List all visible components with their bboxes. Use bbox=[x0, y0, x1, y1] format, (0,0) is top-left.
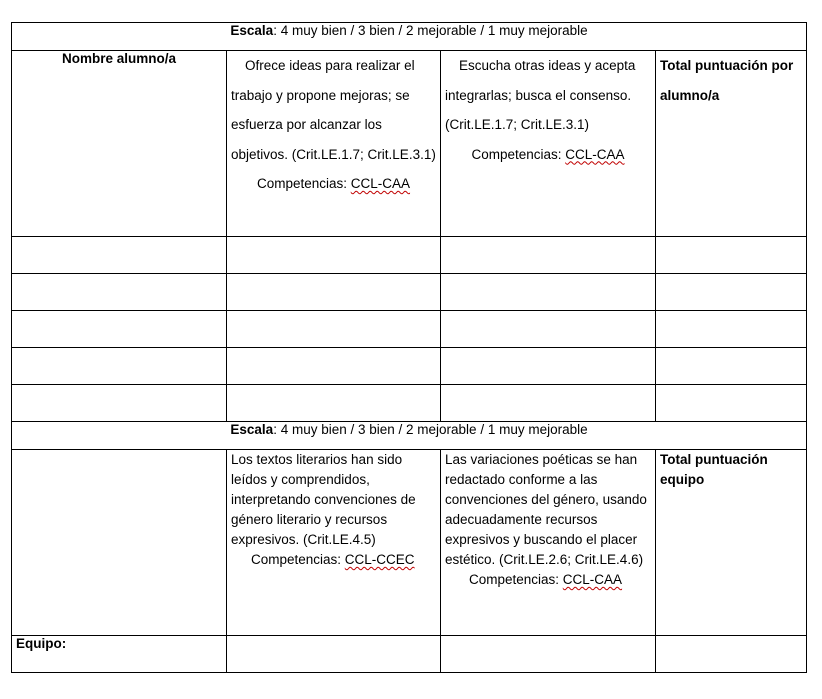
header-row-2 bbox=[12, 450, 807, 636]
student-name-cell[interactable] bbox=[12, 274, 227, 311]
competency-code: CCL-CAA bbox=[562, 572, 623, 587]
total-cell[interactable] bbox=[656, 274, 807, 311]
total-cell[interactable] bbox=[656, 237, 807, 274]
team-score-cell[interactable] bbox=[441, 636, 656, 673]
competency-code: CCL-CAA bbox=[350, 176, 411, 191]
student-name-cell[interactable] bbox=[12, 348, 227, 385]
rubric-table bbox=[11, 22, 807, 673]
scale-cell bbox=[12, 23, 807, 51]
student-row bbox=[12, 385, 807, 422]
team-row bbox=[12, 636, 807, 673]
student-name-cell[interactable] bbox=[12, 237, 227, 274]
total-cell[interactable] bbox=[656, 348, 807, 385]
score-cell[interactable] bbox=[227, 237, 441, 274]
student-row bbox=[12, 348, 807, 385]
team-criterion-2-competencies: Competencias: CCL-CAA bbox=[469, 572, 623, 587]
criterion-1-text: Ofrece ideas para realizar el trabajo y propone mejoras; se esfuerza por alcanzar los objetivos. (Crit.LE.1.7; Crit.LE.3.1) bbox=[231, 58, 436, 162]
team-total-cell[interactable] bbox=[656, 636, 807, 673]
scale-text: : 4 muy bien / 3 bien / 2 mejorable / 1 muy mejorable bbox=[273, 422, 588, 437]
score-cell[interactable] bbox=[441, 274, 656, 311]
competency-code: CCL-CCEC bbox=[344, 552, 415, 567]
empty-header-cell bbox=[12, 450, 227, 636]
score-cell[interactable] bbox=[441, 311, 656, 348]
student-row bbox=[12, 274, 807, 311]
scale-label: Escala bbox=[230, 23, 274, 38]
scale-text: : 4 muy bien / 3 bien / 2 mejorable / 1 muy mejorable bbox=[273, 23, 588, 38]
score-cell[interactable] bbox=[227, 385, 441, 422]
student-name-cell[interactable] bbox=[12, 311, 227, 348]
score-cell[interactable] bbox=[441, 237, 656, 274]
total-team-header: Total puntuación equipo bbox=[656, 450, 807, 636]
criterion-2-text: Escucha otras ideas y acepta integrarlas; busca el consenso. (Crit.LE.1.7; Crit.LE.3.1) bbox=[445, 58, 636, 132]
scale-row-2 bbox=[12, 422, 807, 450]
team-score-cell[interactable] bbox=[227, 636, 441, 673]
total-cell[interactable] bbox=[656, 311, 807, 348]
total-cell[interactable] bbox=[656, 385, 807, 422]
scale-row-1 bbox=[12, 23, 807, 51]
scale-label: Escala bbox=[230, 422, 274, 437]
criterion-1-competencies: Competencias: CCL-CAA bbox=[256, 176, 411, 191]
score-cell[interactable] bbox=[227, 274, 441, 311]
criterion-2-competencies: Competencias: CCL-CAA bbox=[471, 146, 625, 162]
team-criterion-1-text: Los textos literarios han sido leídos y comprendidos, interpretando convenciones de género literario y recursos expresivos. (Crit.LE.4.5) bbox=[231, 452, 416, 547]
team-label: Equipo: bbox=[12, 636, 227, 673]
student-row bbox=[12, 237, 807, 274]
total-student-header: Total puntuación por alumno/a bbox=[656, 51, 807, 237]
competency-code: CCL-CAA bbox=[565, 146, 625, 162]
team-criterion-1-cell bbox=[227, 450, 441, 636]
header-row-1 bbox=[12, 51, 807, 237]
team-criterion-1-competencies: Competencias: CCL-CCEC bbox=[251, 552, 415, 567]
criterion-2-cell bbox=[441, 51, 656, 237]
criterion-1-cell bbox=[227, 51, 441, 237]
scale-cell bbox=[12, 422, 807, 450]
score-cell[interactable] bbox=[441, 348, 656, 385]
student-name-header: Nombre alumno/a bbox=[12, 51, 227, 237]
student-row bbox=[12, 311, 807, 348]
student-name-cell[interactable] bbox=[12, 385, 227, 422]
team-criterion-2-text: Las variaciones poéticas se han redactado conforme a las convenciones del género, usando adecuadamente recursos expresivos y buscando el placer estético. (Crit.LE.2.6; Crit.LE.4.6) bbox=[445, 452, 647, 567]
score-cell[interactable] bbox=[441, 385, 656, 422]
score-cell[interactable] bbox=[227, 348, 441, 385]
team-criterion-2-cell bbox=[441, 450, 656, 636]
score-cell[interactable] bbox=[227, 311, 441, 348]
